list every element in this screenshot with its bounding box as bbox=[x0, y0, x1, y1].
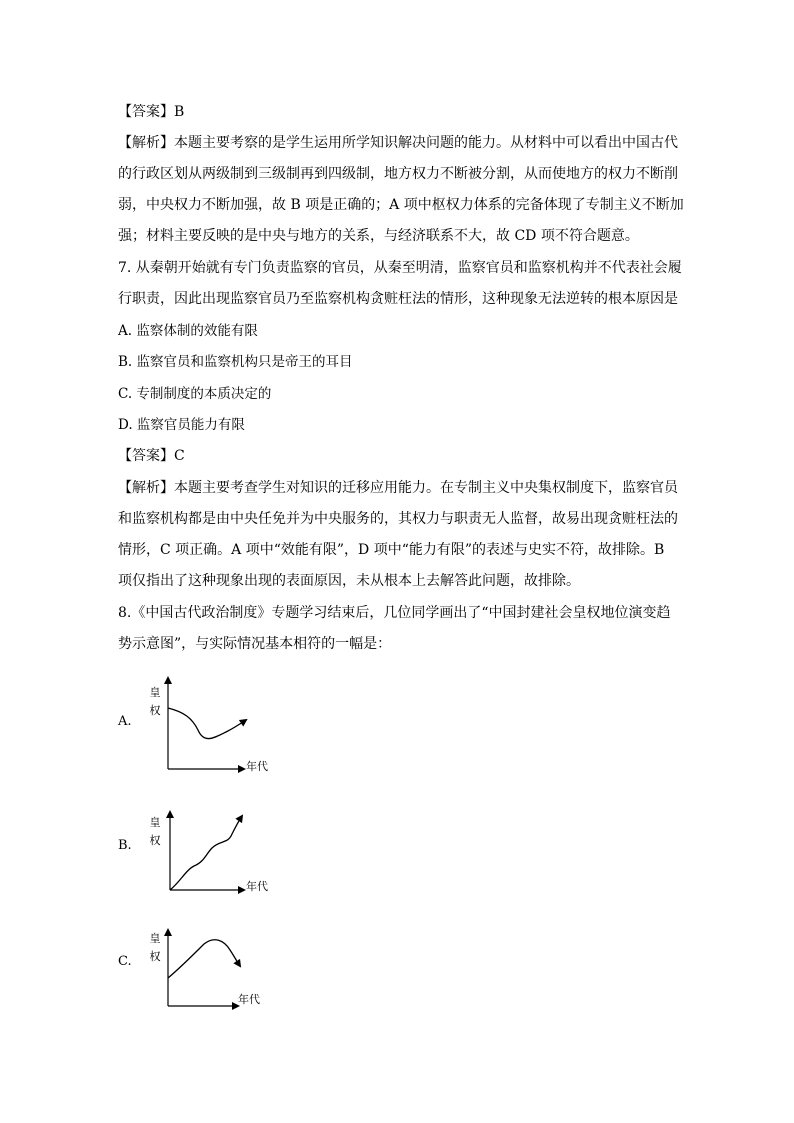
chart-c-ylabel-2: 权 bbox=[149, 950, 161, 963]
chart-b-trend-line bbox=[170, 816, 242, 890]
chart-b-xlabel: 年代 bbox=[246, 880, 268, 893]
chart-c-letter: C. bbox=[118, 954, 132, 969]
q7-option-d: D. 监察官员能力有限 bbox=[118, 417, 245, 433]
q7-analysis-line-2: 和监察机构都是由中央任免并为中央服务的，其权力与职责无人监督，故易出现贪赃枉法的 bbox=[118, 511, 678, 527]
q7-stem-line-1: 7. 从秦朝开始就有专门负责监察的官员，从秦至明清，监察官员和监察机构并不代表社会履 bbox=[118, 260, 682, 276]
q6-analysis-line-1: 【解析】本题主要考察的是学生运用所学知识解决问题的能力。从材料中可以看出中国古代 bbox=[118, 135, 678, 151]
chart-a-xlabel: 年代 bbox=[246, 760, 268, 773]
q6-analysis-line-2: 的行政区划从两级制到三级制再到四级制，地方权力不断被分割，从而使地方的权力不断削 bbox=[118, 166, 678, 182]
q7-option-c: C. 专制制度的本质决定的 bbox=[118, 386, 272, 402]
q7-analysis-line-3: 情形，C 项正确。A 项中“效能有限”，D 项中“能力有限”的表述与史实不符，故排除。B bbox=[118, 542, 665, 558]
chart-a-plot bbox=[118, 668, 318, 778]
chart-c-xlabel: 年代 bbox=[238, 993, 260, 1006]
chart-b-ylabel-1: 皇 bbox=[149, 816, 161, 829]
chart-a-ylabel-2: 权 bbox=[149, 704, 161, 717]
q7-option-a: A. 监察体制的效能有限 bbox=[118, 323, 258, 339]
chart-b-plot bbox=[118, 808, 318, 918]
chart-c-trend-line bbox=[168, 940, 240, 978]
chart-a-trend-line bbox=[168, 708, 246, 739]
q7-stem-line-2: 行职责，因此出现监察官员乃至监察机构贪赃枉法的情形，这种现象无法逆转的根本原因是 bbox=[118, 291, 678, 307]
q7-analysis-line-4: 项仅指出了这种现象出现的表面原因，未从根本上去解答此问题，故排除。 bbox=[118, 573, 580, 589]
chart-c-plot bbox=[118, 926, 318, 1036]
chart-c-ylabel-1: 皇 bbox=[149, 932, 161, 945]
q7-option-b: B. 监察官员和监察机构只是帝王的耳目 bbox=[118, 354, 353, 370]
chart-b bbox=[118, 808, 318, 918]
chart-a-letter: A. bbox=[118, 714, 132, 729]
q6-analysis-line-3: 弱，中央权力不断加强，故 B 项是正确的；A 项中枢权力体系的完备体现了专制主义不断加 bbox=[118, 197, 684, 213]
q6-analysis-line-4: 强；材料主要反映的是中央与地方的关系，与经济联系不大，故 CD 项不符合题意。 bbox=[118, 228, 639, 244]
chart-c bbox=[118, 926, 318, 1036]
chart-a bbox=[118, 668, 318, 778]
chart-b-letter: B. bbox=[118, 838, 132, 853]
q8-stem-line-1: 8.《中国古代政治制度》专题学习结束后，几位同学画出了“中国封建社会皇权地位演变趋 bbox=[118, 605, 671, 621]
q7-answer: 【答案】C bbox=[118, 448, 185, 464]
q7-analysis-line-1: 【解析】本题主要考查学生对知识的迁移应用能力。在专制主义中央集权制度下，监察官员 bbox=[118, 480, 678, 496]
q8-stem-line-2: 势示意图”，与实际情况基本相符的一幅是： bbox=[118, 636, 392, 652]
chart-b-ylabel-2: 权 bbox=[149, 834, 161, 847]
q6-answer: 【答案】B bbox=[118, 104, 185, 120]
chart-a-ylabel-1: 皇 bbox=[149, 686, 161, 699]
